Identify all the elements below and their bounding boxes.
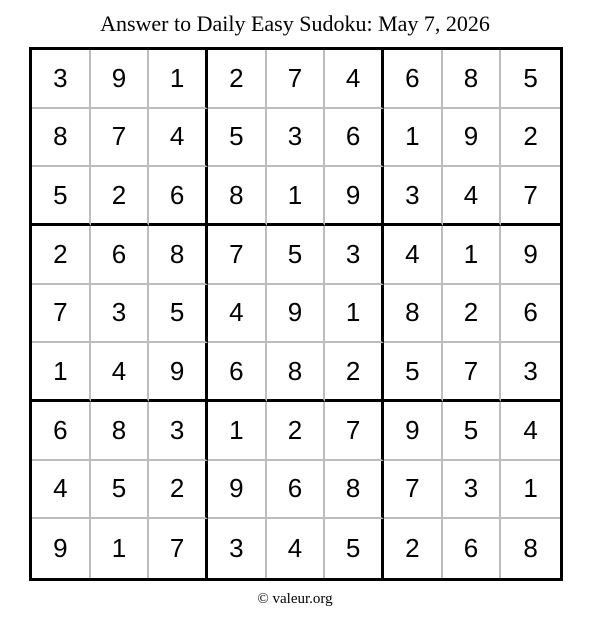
sudoku-cell: 3 [32, 50, 91, 109]
sudoku-cell: 6 [208, 343, 267, 402]
sudoku-cell: 8 [384, 285, 443, 344]
sudoku-cell: 6 [91, 226, 150, 285]
sudoku-cell: 3 [149, 402, 208, 461]
sudoku-cell: 6 [32, 402, 91, 461]
sudoku-cell: 2 [208, 50, 267, 109]
sudoku-cell: 2 [443, 285, 502, 344]
sudoku-cell: 1 [384, 109, 443, 168]
sudoku-cell: 9 [32, 519, 91, 578]
sudoku-cell: 4 [267, 519, 326, 578]
sudoku-cell: 5 [91, 461, 150, 520]
sudoku-cell: 2 [267, 402, 326, 461]
sudoku-cell: 7 [208, 226, 267, 285]
sudoku-cell: 7 [325, 402, 384, 461]
sudoku-cell: 7 [91, 109, 150, 168]
sudoku-cell: 9 [267, 285, 326, 344]
sudoku-cell: 5 [267, 226, 326, 285]
sudoku-cell: 8 [32, 109, 91, 168]
sudoku-cell: 9 [149, 343, 208, 402]
sudoku-cell: 7 [267, 50, 326, 109]
sudoku-cell: 6 [384, 50, 443, 109]
sudoku-cell: 8 [443, 50, 502, 109]
sudoku-cell: 4 [149, 109, 208, 168]
sudoku-cell: 8 [325, 461, 384, 520]
sudoku-cell: 5 [149, 285, 208, 344]
sudoku-cell: 8 [149, 226, 208, 285]
sudoku-cell: 1 [267, 167, 326, 226]
sudoku-cell: 7 [32, 285, 91, 344]
sudoku-cell: 7 [149, 519, 208, 578]
sudoku-cell: 8 [267, 343, 326, 402]
sudoku-cell: 5 [443, 402, 502, 461]
sudoku-cell: 8 [523, 533, 538, 564]
page-title: Answer to Daily Easy Sudoku: May 7, 2026 [100, 11, 490, 36]
sudoku-cell: 9 [501, 226, 560, 285]
sudoku-cell: 3 [91, 285, 150, 344]
sudoku-cell: 3 [208, 519, 267, 578]
sudoku-cell: 7 [443, 343, 502, 402]
sudoku-cell: 9 [384, 402, 443, 461]
sudoku-cell: 9 [325, 167, 384, 226]
sudoku-cell: 5 [501, 50, 560, 109]
sudoku-cell: 5 [325, 519, 384, 578]
sudoku-cell: 3 [443, 461, 502, 520]
sudoku-cell: 9 [208, 461, 267, 520]
sudoku-cell: 5 [384, 343, 443, 402]
sudoku-cell: 4 [501, 402, 560, 461]
sudoku-cell: 2 [91, 167, 150, 226]
sudoku-cell: 2 [384, 519, 443, 578]
copyright-footer: © valeur.org [257, 591, 333, 607]
sudoku-cell: 6 [501, 285, 560, 344]
sudoku-cell: 4 [443, 167, 502, 226]
sudoku-cell: 6 [267, 461, 326, 520]
sudoku-cell: 2 [32, 226, 91, 285]
sudoku-cell: 1 [149, 50, 208, 109]
sudoku-cell: 3 [325, 226, 384, 285]
sudoku-cell: 8 [91, 402, 150, 461]
sudoku-cell: 3 [501, 343, 560, 402]
sudoku-cell: 9 [91, 50, 150, 109]
sudoku-cell: 2 [149, 461, 208, 520]
sudoku-cell: 7 [501, 167, 560, 226]
sudoku-cell: 3 [267, 109, 326, 168]
sudoku-cell: 4 [384, 226, 443, 285]
sudoku-cell: 7 [384, 461, 443, 520]
sudoku-cell: 4 [325, 50, 384, 109]
sudoku-cell: 1 [501, 461, 560, 520]
sudoku-cell: 8 [208, 167, 267, 226]
sudoku-cell: 2 [325, 343, 384, 402]
sudoku-cell: 5 [208, 109, 267, 168]
sudoku-cell: 1 [443, 226, 502, 285]
sudoku-cell: 4 [208, 285, 267, 344]
sudoku-cell: 6 [443, 519, 502, 578]
sudoku-cell: 5 [32, 167, 91, 226]
sudoku-cell: 9 [443, 109, 502, 168]
sudoku-cell: 6 [325, 109, 384, 168]
sudoku-cell: 1 [91, 519, 150, 578]
sudoku-cell: 6 [149, 167, 208, 226]
sudoku-cell: 4 [32, 461, 91, 520]
sudoku-cell: 1 [32, 343, 91, 402]
sudoku-cell: 3 [384, 167, 443, 226]
sudoku-cell: 1 [325, 285, 384, 344]
sudoku-cell: 4 [91, 343, 150, 402]
sudoku-board [29, 47, 563, 581]
sudoku-cell: 1 [208, 402, 267, 461]
sudoku-cell: 2 [501, 109, 560, 168]
